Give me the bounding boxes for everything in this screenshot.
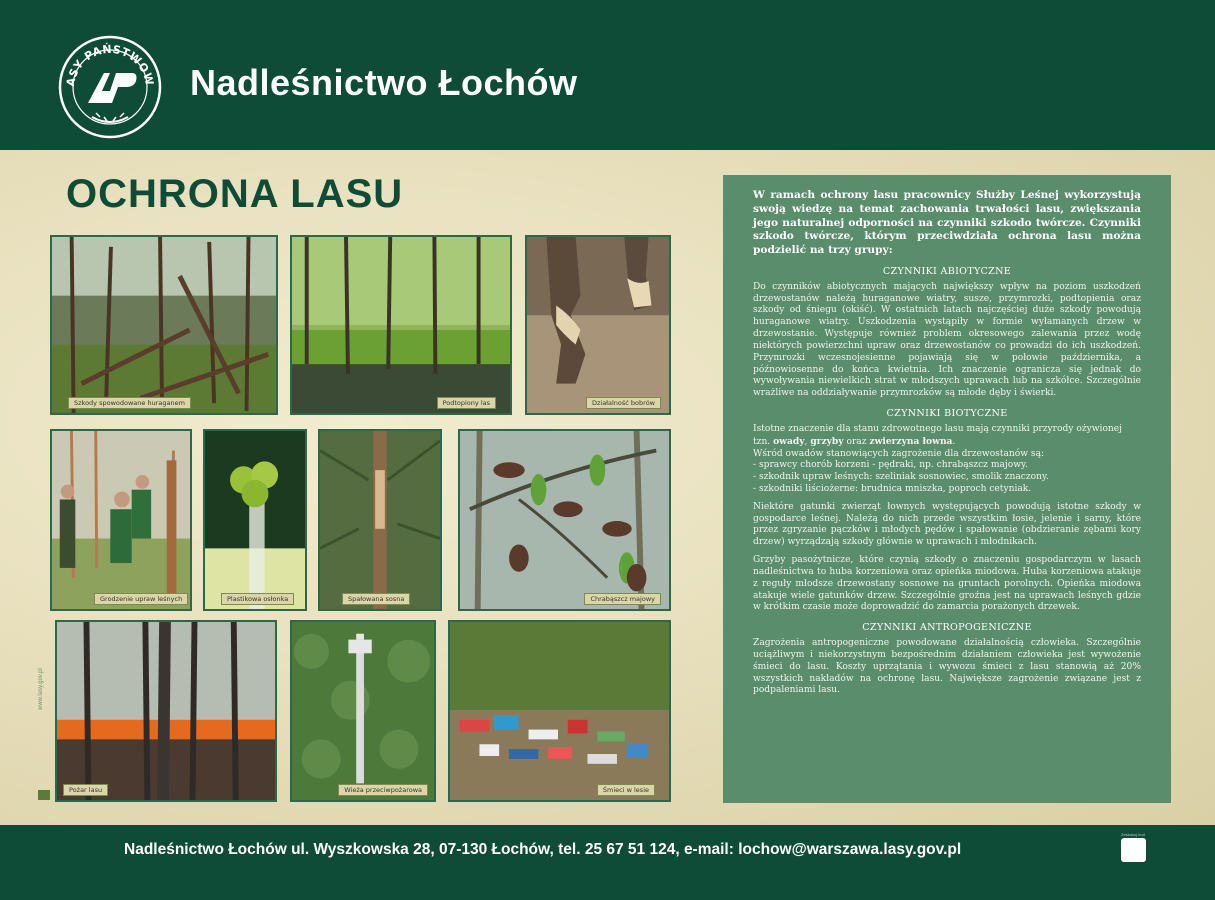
biotic-intro: Istotne znaczenie dla stanu zdrowotnego lasu mają czynniki przyrody ożywionej tzn. owady, grzyby oraz zwierzyna łowna. <box>753 423 1122 447</box>
page-title: OCHRONA LASU <box>66 172 404 216</box>
fungi-text: Grzyby pasożytnicze, które czynią szkody o znaczeniu gospodarczym w lasach nadleśnictwa to huba korzeniowa oraz opieńka miodowa. Huba korzeniowa atakuje z reguły młodsze drzewostany sosnowe na gruntach porolnych. Opieńka miodowa atakuje wiele gatunków drzew. Szczególnie groźna jest na uprawach leśnych gdzie w krótkim czasie może doprowadzić do zamarcia porażonych drzewek. <box>753 555 1141 613</box>
heading-anthropogenic: CZYNNIKI ANTROPOGENICZNE <box>862 622 1032 634</box>
photo-caption: Spałowana sosna <box>342 593 410 605</box>
bold-insects: owady <box>773 435 805 447</box>
insects-list-intro: Wśród owadów stanowiących zagrożenie dla drzewostanów są: <box>753 448 1045 459</box>
photo-plastic-guard <box>203 429 307 611</box>
fire-watch-tower-icon <box>292 622 434 800</box>
photo-fire-tower <box>290 620 436 802</box>
photo-caption: Chrabąszcz majowy <box>584 593 661 605</box>
photo-caption: Podtopiony las <box>437 397 496 409</box>
photo-storm-damage <box>50 235 278 415</box>
list-item: - szkodniki liściożerne: brudnica mniszka, poproch cetyniak. <box>753 484 1032 495</box>
forest-fire-icon <box>57 622 275 800</box>
foresters-fencing-icon <box>52 431 190 609</box>
cockchafer-beetles-icon <box>460 431 669 609</box>
text-panel <box>723 175 1171 803</box>
header-title: Nadleśnictwo Łochów <box>190 62 578 103</box>
photo-caption: Śmieci w lesie <box>597 784 655 796</box>
list-item: - sprawcy chorób korzeni - pędraki, np. chrabąszcz majowy. <box>753 460 1028 471</box>
photo-fencing <box>50 429 192 611</box>
photo-cockchafer <box>458 429 671 611</box>
beaver-gnawed-tree-icon <box>527 237 669 413</box>
footer-contact: Nadleśnictwo Łochów ul. Wyszkowska 28, 07-130 Łochów, tel. 25 67 51 124, e-mail: lochow@warszawa.lasy.gov.pl <box>124 841 962 858</box>
photo-caption: Pożar lasu <box>63 784 108 796</box>
svg-text:LASY PAŃSTWOWE: ASY PAŃSTWOW <box>63 42 157 88</box>
photo-caption: Grodzenie upraw leśnych <box>94 593 188 605</box>
heading-biotic: CZYNNIKI BIOTYCZNE <box>886 407 1008 419</box>
photo-caption: Szkody spowodowane huraganem <box>68 397 191 409</box>
plastic-seedling-guard-icon <box>205 431 305 609</box>
qr-label: Zeskanuj kod <box>1121 832 1145 837</box>
photo-caption: Wieża przeciwpożarowa <box>338 784 428 796</box>
photo-damaged-pine <box>318 429 442 611</box>
footer-bar <box>0 825 1215 900</box>
list-item: - szkodnik upraw leśnych: szeliniak sosnowiec, smolik znaczony. <box>753 472 1049 483</box>
damaged-pine-icon <box>320 431 440 609</box>
photo-forest-fire <box>55 620 277 802</box>
lasy-panstwowe-logo <box>58 35 162 139</box>
heading-abiotic: CZYNNIKI ABIOTYCZNE <box>882 265 1012 277</box>
header-bar <box>0 0 1215 150</box>
storm-damaged-forest-icon <box>52 237 276 413</box>
intro-text: W ramach ochrony lasu pracownicy Służby Leśnej wykorzystują swoją wiedzę na temat zachowania trwałości lasu, zwiększania jego naturalnej odporności na czynniki szkodo twórcze. Czynniki szkodo twórcze, którym przeciwdziała ochrona lasu można podzielić na trzy grupy: <box>753 189 1141 257</box>
flooded-forest-icon <box>292 237 510 413</box>
qr-code-icon[interactable] <box>1121 838 1146 862</box>
side-credit: www.lasy.gov.pl <box>38 668 44 710</box>
abiotic-text: Do czynników abiotycznych mających największy wpływ na poziom uszkodzeń drzewostanów należą huraganowe wiatry, susze, przymrozki, podtopienia oraz szkody od śniegu (okiść). W ostatnich latach najczęściej duże szkody powodują huraganowe wiatry. Uszkodzenia wystąpiły w formie wyłamanych drzew w drzewostanie. Występuje również problem okresowego zalewania przez wodę niektórych powierzchni upraw oraz drzewostanów co prowadzi do ich uszkodzeń. Przymrozki wczesnojesienne pojawiają się w połowie października, a późnowiosenne do końca kwietnia. Ich znaczenie ogranicza się jednak do wywoływania niewielkich strat w młodszych uprawach lub na szkółce. Szczególnie wrażliwe na oddziaływanie przymrozków są młode dęby i świerki. <box>753 281 1141 399</box>
photo-beaver-activity <box>525 235 671 415</box>
bold-game: zwierzyna łowna <box>869 435 953 447</box>
photo-flooded-forest <box>290 235 512 415</box>
game-damage-text: Niektóre gatunki zwierząt łownych występujących powodują istotne szkody w gospodarce leśnej. Należą do nich przede wszystkim łosie, jelenie i sarny, które przez zgryzanie pączków i młodych pędów i spałowanie (obdzieranie zębami kory drzew) wyrządzają szkody głównie w uprawach i młodnikach. <box>753 501 1141 548</box>
main-board <box>0 150 1215 825</box>
anthropogenic-text: Zagrożenia antropogeniczne powodowane działalnością człowieka. Szczególnie uciążliwym i niekorzystnym bezpośrednim działaniem człowieka jest wywożenie śmieci do lasu. Koszty uprzątania i wywozu śmieci z lasu stanowią aż 20% wszystkich nakładów na ochronę lasu. Największe zagrożenie związane jest z podpaleniami lasu. <box>753 638 1141 696</box>
photo-caption: Działalność bobrów <box>586 397 661 409</box>
bold-fungi: grzyby <box>810 435 844 447</box>
photo-caption: Plastikowa osłonka <box>221 593 294 605</box>
side-logo-mark <box>38 790 50 800</box>
litter-in-forest-icon <box>450 622 669 800</box>
photo-litter <box>448 620 671 802</box>
